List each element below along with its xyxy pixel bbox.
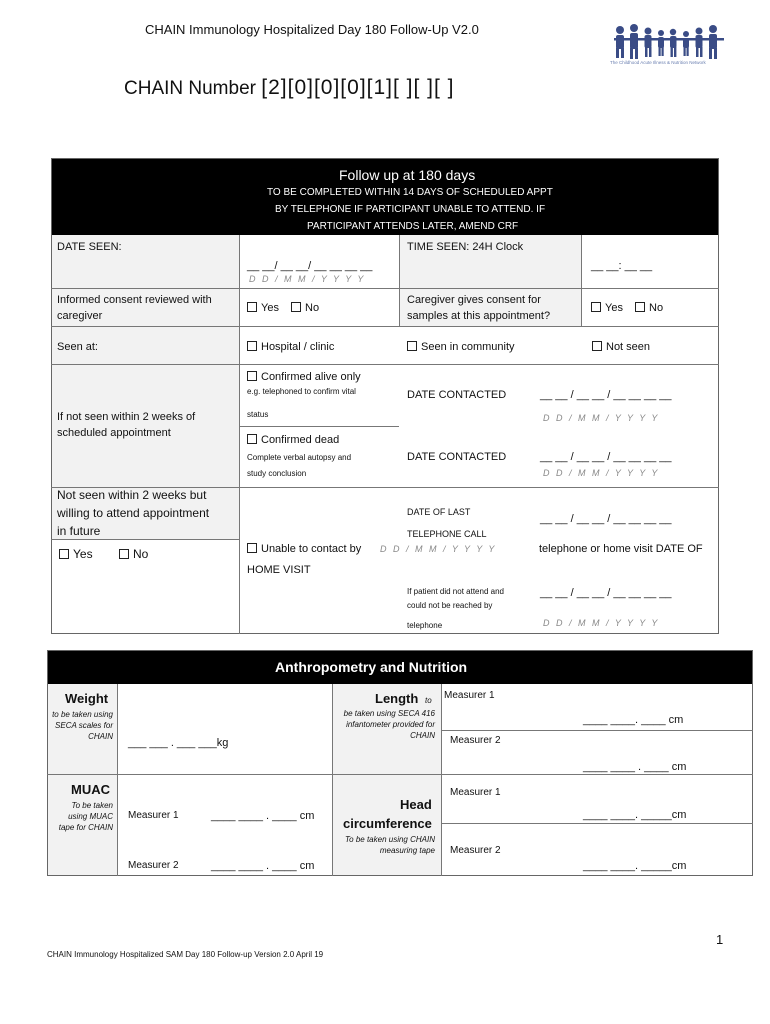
muac-measurer-1-field[interactable]: ____ ____ . ____ cm: [211, 810, 315, 822]
date-last-call-label-2: TELEPHONE CALL: [407, 529, 487, 539]
anthropometry-table: [47, 650, 753, 876]
unable-contact-text: telephone or home visit DATE OF: [539, 543, 703, 555]
checkbox-icon: [247, 434, 257, 444]
home-visit-date-field[interactable]: __ __ / __ __ / __ __ __ __: [540, 587, 672, 599]
weight-note: to be taken using SECA scales for CHAIN: [52, 710, 113, 741]
checkbox-icon: [635, 302, 645, 312]
not-seen-2w-label-2: scheduled appointment: [57, 427, 171, 439]
willing-label-3: in future: [57, 524, 101, 538]
alive-note-2: status: [247, 410, 269, 419]
date-contacted-dead-field[interactable]: __ __ / __ __ / __ __ __ __: [540, 451, 672, 463]
willing-label-2: willing to attend appointment: [57, 506, 210, 520]
chain-number: [124, 76, 455, 100]
checkbox-icon: [119, 549, 129, 559]
head-measurer-1-label: Measurer 1: [450, 787, 501, 798]
samples-yes-checkbox[interactable]: [591, 302, 623, 314]
time-seen-field[interactable]: __ __: __ __: [591, 260, 653, 272]
checkbox-icon: [247, 543, 257, 553]
checkbox-icon: [592, 341, 602, 351]
dead-note-2: study conclusion: [247, 469, 307, 478]
checkbox-icon: [407, 341, 417, 351]
not-seen-checkbox[interactable]: [592, 341, 650, 353]
hospital-clinic-checkbox[interactable]: [247, 341, 334, 353]
length-to: to: [425, 696, 432, 705]
form-title: CHAIN Immunology Hospitalized Day 180 Follow-Up V2.0: [145, 22, 479, 37]
muac-note: To be taken using MUAC tape for CHAIN: [58, 801, 113, 832]
checkbox-icon: [247, 371, 257, 381]
muac-label: MUAC: [71, 782, 110, 797]
weight-field[interactable]: ___ ___ . ___ ___kg: [128, 737, 229, 749]
hospital-clinic-label: Hospital / clinic: [261, 341, 335, 353]
seen-at-label: Seen at:: [57, 341, 98, 353]
date-seen-field[interactable]: __ __/ __ __/ __ __ __ __: [247, 260, 373, 272]
muac-measurer-2-label: Measurer 2: [128, 860, 179, 871]
unable-to-contact-checkbox[interactable]: [247, 543, 361, 555]
confirmed-alive-label: Confirmed alive only: [261, 371, 361, 383]
consent-yes-checkbox[interactable]: [247, 302, 279, 314]
head-measurer-2-label: Measurer 2: [450, 845, 501, 856]
head-note: To be taken using CHAIN measuring tape: [345, 835, 435, 855]
home-visit-label: HOME VISIT: [247, 564, 311, 576]
length-label: Length: [375, 691, 419, 706]
head-measurer-1-field[interactable]: ____ ____. _____cm: [583, 809, 687, 821]
chain-number-label: CHAIN Number: [124, 78, 256, 99]
followup-instruction-3: PARTICIPANT ATTENDS LATER, AMEND CRF: [307, 221, 519, 232]
confirmed-dead-checkbox[interactable]: [247, 434, 339, 446]
head-measurer-2-field[interactable]: ____ ____. _____cm: [583, 860, 687, 872]
footer-text: CHAIN Immunology Hospitalized SAM Day 180 Follow-up Version 2.0 April 19: [47, 950, 324, 959]
unable-to-contact-label: Unable to contact by: [261, 543, 362, 555]
consent-label-2: caregiver: [57, 310, 103, 322]
date-contacted-label: DATE CONTACTED: [407, 389, 507, 401]
anthropometry-heading: Anthropometry and Nutrition: [275, 659, 468, 675]
followup-heading: Follow up at 180 days: [339, 167, 476, 183]
length-measurer-2-label: Measurer 2: [450, 735, 501, 746]
page-number: 1: [716, 932, 724, 947]
samples-no-checkbox[interactable]: [635, 302, 663, 314]
samples-consent-label-2: samples at this appointment?: [407, 310, 551, 322]
date-format-hint: D D / M M / Y Y Y Y: [543, 413, 660, 423]
seen-in-community-label: Seen in community: [421, 341, 515, 353]
not-reached-note-1: If patient did not attend and: [407, 587, 504, 596]
samples-consent-label-1: Caregiver gives consent for: [407, 294, 541, 306]
length-measurer-1-field[interactable]: ____ ____. ____ cm: [583, 714, 684, 726]
date-format-hint: D D / M M / Y Y Y Y: [543, 618, 660, 628]
yes-label: Yes: [73, 547, 93, 561]
circumference-label: circumference: [343, 816, 432, 831]
checkbox-icon: [291, 302, 301, 312]
confirmed-dead-label: Confirmed dead: [261, 434, 340, 446]
followup-table: [51, 158, 719, 634]
consent-no-checkbox[interactable]: [291, 302, 319, 314]
length-measurer-2-field[interactable]: ____ ____ . ____ cm: [583, 761, 687, 773]
willing-no-checkbox[interactable]: [119, 547, 148, 561]
date-last-call-label-1: DATE OF LAST: [407, 507, 471, 517]
date-last-call-field[interactable]: __ __ / __ __ / __ __ __ __: [540, 513, 672, 525]
not-seen-label: Not seen: [606, 341, 651, 353]
chain-number-value: [2][0][0][0][1][ ][ ][ ]: [261, 76, 455, 99]
no-label: No: [649, 302, 664, 314]
not-reached-note-3: telephone: [407, 621, 443, 630]
no-label: No: [305, 302, 320, 314]
checkbox-icon: [247, 341, 257, 351]
willing-yes-checkbox[interactable]: [59, 547, 93, 561]
consent-label-1: Informed consent reviewed with: [57, 294, 212, 306]
seen-in-community-checkbox[interactable]: [407, 341, 515, 353]
time-seen-label: TIME SEEN: 24H Clock: [407, 241, 524, 253]
date-contacted-alive-field[interactable]: __ __ / __ __ / __ __ __ __: [540, 389, 672, 401]
yes-label: Yes: [605, 302, 623, 314]
checkbox-icon: [591, 302, 601, 312]
muac-measurer-2-field[interactable]: ____ ____ . ____ cm: [211, 860, 315, 872]
followup-instruction-2: BY TELEPHONE IF PARTICIPANT UNABLE TO ATTEND. IF: [275, 204, 546, 215]
not-seen-2w-label-1: If not seen within 2 weeks of: [57, 411, 196, 423]
date-seen-label: DATE SEEN:: [57, 241, 122, 253]
alive-note-1: e.g. telephoned to confirm vital: [247, 387, 356, 396]
no-label: No: [133, 547, 149, 561]
logo-caption: The Childhood Acute Illness & Nutrition Network: [610, 60, 706, 65]
confirmed-alive-checkbox[interactable]: [247, 371, 361, 383]
muac-measurer-1-label: Measurer 1: [128, 810, 179, 821]
length-measurer-1-label: Measurer 1: [444, 690, 495, 701]
date-format-hint: D D / M M / Y Y Y Y: [543, 468, 660, 478]
willing-label-1: Not seen within 2 weeks but: [57, 488, 207, 502]
date-format-hint: D D / M M / Y Y Y Y: [249, 274, 366, 284]
length-note: be taken using SECA 416 infantometer provided for CHAIN: [343, 709, 435, 740]
head-label: Head: [400, 797, 432, 812]
dead-note-1: Complete verbal autopsy and: [247, 453, 352, 462]
not-reached-note-2: could not be reached by: [407, 601, 493, 610]
date-contacted-label: DATE CONTACTED: [407, 451, 507, 463]
weight-label: Weight: [65, 691, 109, 706]
yes-label: Yes: [261, 302, 279, 314]
checkbox-icon: [59, 549, 69, 559]
followup-instruction-1: TO BE COMPLETED WITHIN 14 DAYS OF SCHEDULED APPT: [267, 187, 553, 198]
date-format-hint: D D / M M / Y Y Y Y: [380, 544, 497, 554]
checkbox-icon: [247, 302, 257, 312]
